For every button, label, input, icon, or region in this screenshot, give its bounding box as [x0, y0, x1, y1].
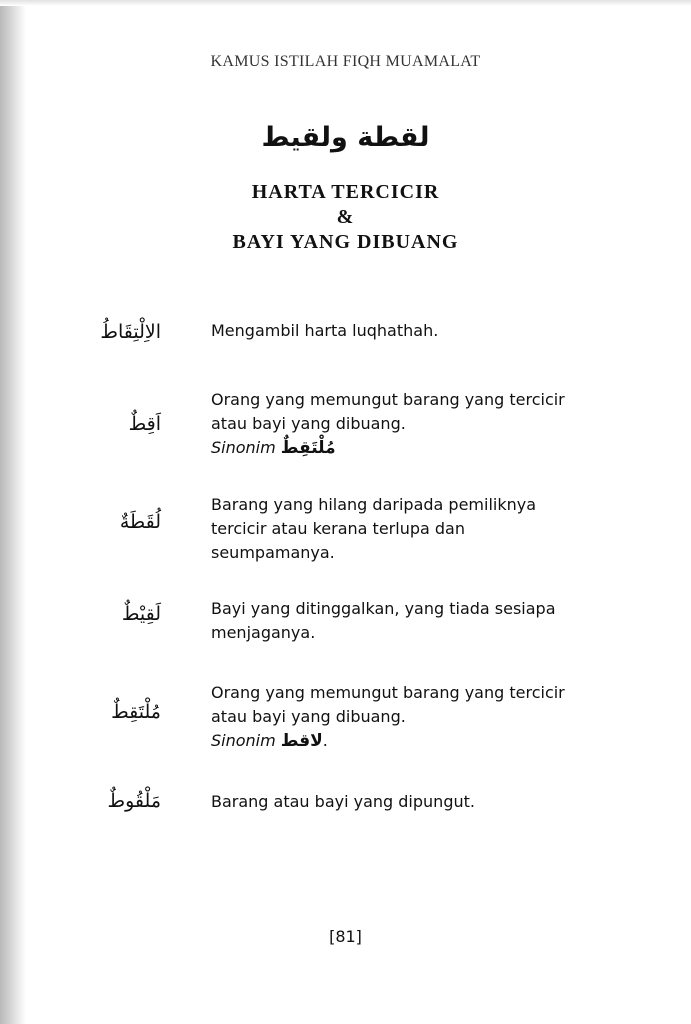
entry-definition	[211, 388, 571, 460]
arabic-title: لقطة ولقيط	[261, 122, 430, 153]
synonym-term: لاقط	[280, 731, 323, 751]
synonym-label: Sinonim	[211, 731, 276, 750]
title-ampersand: &	[336, 206, 355, 228]
page-number: [81]	[329, 927, 362, 946]
entry-definition	[211, 493, 571, 565]
entry-term: مُلْتَقِطٌ	[111, 701, 161, 723]
title-line-2: BAYI YANG DIBUANG	[232, 231, 459, 253]
definition-line: atau bayi yang dibuang.	[211, 414, 406, 433]
entry-term: اَقِطٌ	[128, 413, 161, 435]
entry-term: الاِلْتِقَاطُ	[100, 321, 161, 343]
definition-line: Barang atau bayi yang dipungut.	[211, 792, 475, 811]
entry-definition	[211, 790, 571, 814]
definition-line: Barang yang hilang daripada pemiliknya	[211, 495, 537, 514]
section-title	[0, 180, 691, 255]
entry-term: لَقِيْطٌ	[121, 603, 161, 625]
synonym-label: Sinonim	[211, 438, 276, 457]
definition-line: Orang yang memungut barang yang tercicir	[211, 683, 565, 702]
synonym-term: مُلْتَقِطٌ	[280, 438, 336, 458]
definition-line: atau bayi yang dibuang.	[211, 707, 406, 726]
entry-term: لُقَطَةٌ	[119, 511, 161, 533]
page-top-edge	[0, 0, 691, 6]
synonym-line	[211, 436, 571, 460]
entry-term: مَلْقُوطٌ	[107, 790, 161, 812]
definition-line: Orang yang memungut barang yang tercicir	[211, 390, 565, 409]
definition-line: tercicir atau kerana terlupa dan	[211, 519, 465, 538]
title-line-1: HARTA TERCICIR	[251, 181, 440, 203]
book-spine-shadow	[0, 0, 26, 1024]
definition-line: menjaganya.	[211, 623, 316, 642]
entry-definition	[211, 597, 571, 645]
synonym-line	[211, 729, 571, 753]
entry-definition	[211, 319, 571, 343]
entry-definition	[211, 681, 571, 753]
definition-line: Bayi yang ditinggalkan, yang tiada sesiapa	[211, 599, 556, 618]
synonym-suffix: .	[322, 731, 328, 750]
definition-line: seumpamanya.	[211, 543, 335, 562]
running-head: KAMUS ISTILAH FIQH MUAMALAT	[210, 53, 481, 70]
definition-line: Mengambil harta luqhathah.	[211, 321, 439, 340]
